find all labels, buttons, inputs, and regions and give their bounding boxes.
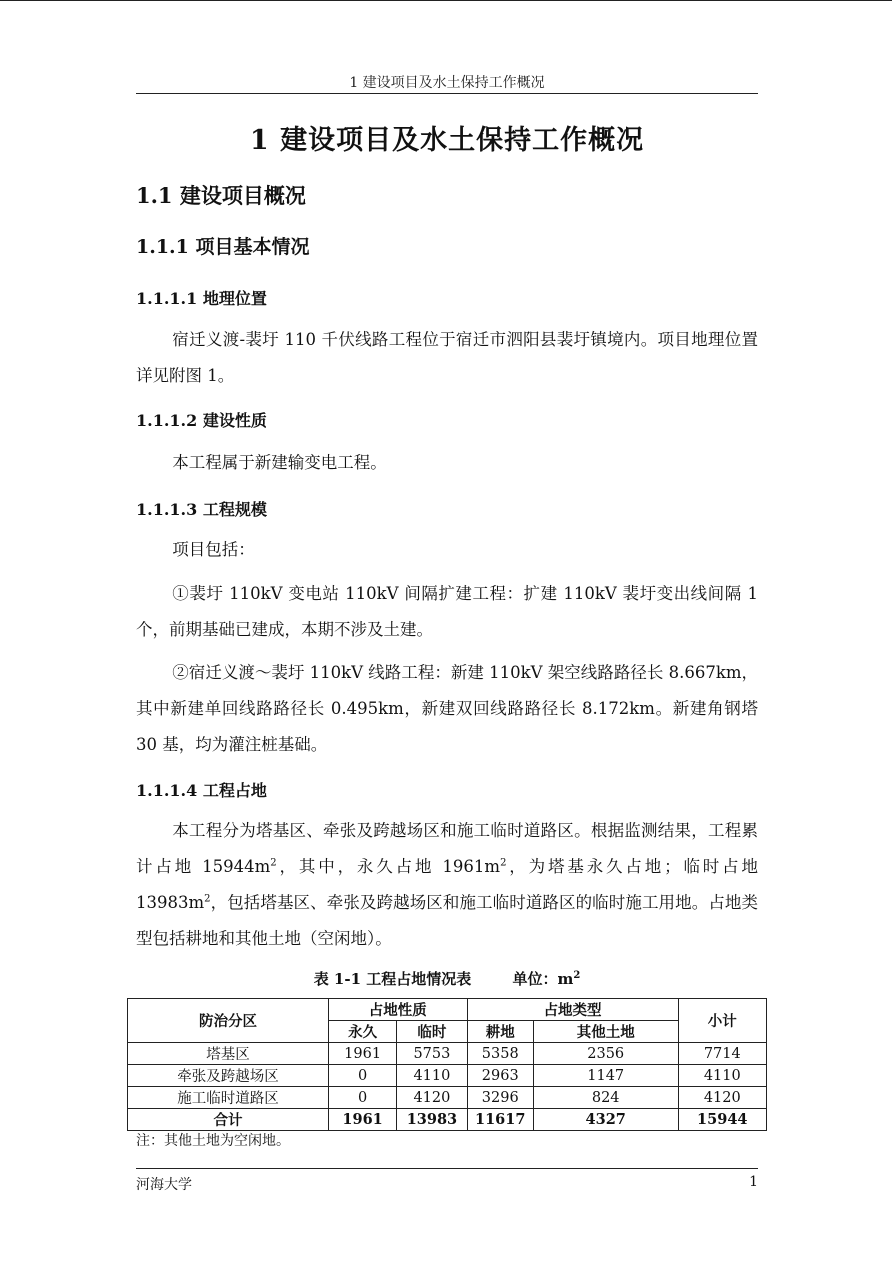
section-heading-1-1-1: 1.1.1 项目基本情况 bbox=[136, 236, 310, 258]
cell-total-temporary: 13983 bbox=[397, 1109, 467, 1131]
cell-subtotal: 7714 bbox=[678, 1043, 766, 1065]
page-number: 1 bbox=[749, 1174, 758, 1190]
cell-total-permanent: 1961 bbox=[328, 1109, 396, 1131]
header-rule bbox=[136, 93, 758, 94]
cell-temporary: 5753 bbox=[397, 1043, 467, 1065]
cell-zone: 牵张及跨越场区 bbox=[128, 1065, 329, 1087]
table-caption bbox=[136, 968, 758, 989]
header-farmland: 耕地 bbox=[467, 1021, 533, 1043]
cell-subtotal: 4120 bbox=[678, 1087, 766, 1109]
table-row bbox=[128, 1087, 767, 1109]
paragraph-land-occupation: 本工程分为塔基区、牵张及跨越场区和施工临时道路区。根据监测结果，工程累计占地 $15944m^2$，其中，永久占地 $1961m^2$，为塔基永久占地；临时占地 $13983m^2$，包括塔基区、牵张及跨越场区和施工临时道路区的临时施工用地。占地类型包括耕地和其他土地（空闲地）。 bbox=[136, 821, 758, 948]
footer-rule bbox=[136, 1168, 758, 1169]
table-total-row bbox=[128, 1109, 767, 1131]
cell-total-subtotal: 15944 bbox=[678, 1109, 766, 1131]
header-other-land: 其他土地 bbox=[533, 1021, 678, 1043]
cell-farmland: 3296 bbox=[467, 1087, 533, 1109]
table-row bbox=[128, 1065, 767, 1087]
header-temporary: 临时 bbox=[397, 1021, 467, 1043]
cell-other-land: 824 bbox=[533, 1087, 678, 1109]
heading-geographic-location: 1.1.1.1 地理位置 bbox=[136, 289, 267, 308]
cell-total-farmland: 11617 bbox=[467, 1109, 533, 1131]
paragraph-construction-nature: 本工程属于新建输变电工程。 bbox=[172, 453, 387, 472]
cell-subtotal: 4110 bbox=[678, 1065, 766, 1087]
header-zone: 防治分区 bbox=[128, 999, 329, 1043]
table-note: 注：其他土地为空闲地。 bbox=[136, 1133, 290, 1149]
heading-land-occupation: 1.1.1.4 工程占地 bbox=[136, 781, 267, 800]
header-land-type: 占地类型 bbox=[467, 999, 678, 1021]
land-occupation-table bbox=[127, 998, 767, 1131]
cell-total-label: 合计 bbox=[128, 1109, 329, 1131]
table-unit: 单位：$m^2$ bbox=[512, 970, 581, 988]
cell-permanent: 0 bbox=[328, 1087, 396, 1109]
cell-farmland: 2963 bbox=[467, 1065, 533, 1087]
table-title: 表 1-1 工程占地情况表 bbox=[313, 970, 472, 988]
cell-other-land: 2356 bbox=[533, 1043, 678, 1065]
table-row bbox=[128, 1043, 767, 1065]
cell-permanent: 1961 bbox=[328, 1043, 396, 1065]
cell-temporary: 4120 bbox=[397, 1087, 467, 1109]
cell-zone: 塔基区 bbox=[128, 1043, 329, 1065]
header-subtotal: 小计 bbox=[678, 999, 766, 1043]
heading-construction-nature: 1.1.1.2 建设性质 bbox=[136, 411, 267, 430]
cell-temporary: 4110 bbox=[397, 1065, 467, 1087]
cell-total-other-land: 4327 bbox=[533, 1109, 678, 1131]
footer-institution: 河海大学 bbox=[136, 1177, 192, 1193]
running-header: 1 建设项目及水土保持工作概况 bbox=[349, 75, 545, 91]
cell-farmland: 5358 bbox=[467, 1043, 533, 1065]
section-heading-1-1: 1.1 建设项目概况 bbox=[136, 183, 306, 208]
header-permanent: 永久 bbox=[328, 1021, 396, 1043]
header-land-nature: 占地性质 bbox=[328, 999, 467, 1021]
paragraph-geographic-location: 宿迁义渡-裴圩 110 千伏线路工程位于宿迁市泗阳县裴圩镇境内。项目地理位置详见附图 1。 bbox=[136, 330, 758, 385]
cell-other-land: 1147 bbox=[533, 1065, 678, 1087]
top-border bbox=[0, 0, 892, 1]
cell-zone: 施工临时道路区 bbox=[128, 1087, 329, 1109]
paragraph-line-project: ②宿迁义渡～裴圩 110kV 线路工程：新建 110kV 架空线路路径长 8.667km，其中新建单回线路路径长 0.495km，新建双回线路路径长 8.172km。新建角钢塔 30 基，均为灌注桩基础。 bbox=[136, 663, 758, 754]
paragraph-substation-expansion: ①裴圩 110kV 变电站 110kV 间隔扩建工程：扩建 110kV 裴圩变出线间隔 1 个，前期基础已建成，本期不涉及土建。 bbox=[136, 584, 758, 639]
cell-permanent: 0 bbox=[328, 1065, 396, 1087]
chapter-title: 1 建设项目及水土保持工作概况 bbox=[249, 125, 645, 156]
paragraph-project-includes: 项目包括： bbox=[172, 540, 255, 559]
heading-project-scale: 1.1.1.3 工程规模 bbox=[136, 500, 267, 519]
